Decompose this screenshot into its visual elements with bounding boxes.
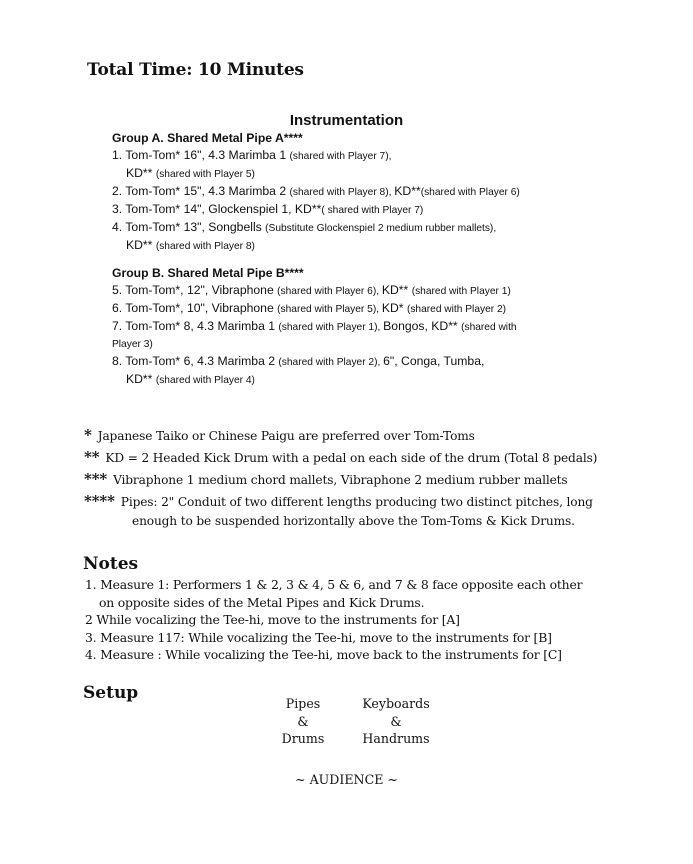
note-continuation: on opposite sides of the Metal Pipes and Kick Drums. [99, 594, 425, 610]
item-text: 1. Tom-Tom* 16", 4.3 Marimba 1 [112, 148, 290, 162]
item-note: (shared with Player 2), [278, 357, 384, 368]
setup-label: Pipes [285, 696, 321, 711]
total-time-heading: Total Time: 10 Minutes [87, 60, 304, 80]
item-text: 7. Tom-Tom* 8, 4.3 Marimba 1 [112, 319, 279, 333]
footnote-4 [84, 492, 654, 531]
group-a-item-1 [112, 147, 582, 183]
setup-pipes-drums [278, 695, 328, 748]
item-note: (shared with Player 8), [289, 187, 395, 198]
item-text: 8. Tom-Tom* 6, 4.3 Marimba 2 [112, 354, 279, 368]
group-a-section [112, 130, 582, 255]
item-note: (shared with Player 8) [155, 241, 255, 252]
item-continuation [112, 371, 582, 389]
group-b-item-7 [112, 318, 582, 353]
item-note: (shared with Player 5), [277, 304, 382, 315]
item-text: 6", Conga, Tumba, [383, 354, 485, 368]
item-note: (Substitute Glockenspiel 2 medium rubber mallets), [265, 223, 497, 234]
item-text: KD** [126, 166, 156, 180]
footnote-continuation: enough to be suspended horizontally above the Tom-Toms & Kick Drums. [132, 514, 575, 528]
item-note: (shared with Player 2) [406, 304, 507, 315]
item-text: KD* [381, 301, 407, 315]
footnotes [84, 426, 654, 531]
group-b-item-5 [112, 282, 582, 300]
item-note: (shared with Player 1) [411, 286, 511, 297]
item-note: (shared with [461, 322, 517, 333]
item-continuation: Player 3) [112, 339, 153, 350]
item-text: 4. Tom-Tom* 13", Songbells [112, 220, 266, 234]
footnote-text: Vibraphone 1 medium chord mallets, Vibraphone 2 medium rubber mallets [113, 473, 568, 487]
item-text: KD** [126, 238, 156, 252]
footnote-mark: * [84, 426, 92, 444]
note-item-4: 4. Measure : While vocalizing the Tee-hi, move back to the instruments for [C] [85, 647, 562, 662]
footnote-text: KD = 2 Headed Kick Drum with a pedal on each side of the drum (Total 8 pedals) [105, 451, 598, 465]
item-note: (shared with Player 6), [277, 286, 382, 297]
footnote-mark: *** [84, 470, 108, 488]
item-note: (shared with Player 4) [155, 375, 255, 386]
item-text: 6. Tom-Tom*, 10", Vibraphone [112, 301, 278, 315]
footnote-text: Japanese Taiko or Chinese Paigu are preferred over Tom-Toms [97, 429, 475, 443]
note-text: 1. Measure 1: Performers 1 & 2, 3 & 4, 5 & 6, and 7 & 8 face opposite each other [85, 577, 583, 592]
group-a-item-2 [112, 183, 582, 201]
item-continuation [112, 165, 582, 183]
item-text: 3. Tom-Tom* 14", Glockenspiel 1, KD** [112, 202, 322, 216]
note-item-3: 3. Measure 117: While vocalizing the Tee-hi, move to the instruments for [B] [85, 629, 552, 645]
item-note: (shared with Player 1), [278, 322, 384, 333]
item-note: (shared with Player 5) [155, 169, 255, 180]
setup-label: Keyboards [362, 696, 430, 711]
item-text: 2. Tom-Tom* 15", 4.3 Marimba 2 [112, 184, 290, 198]
item-text: Bongos, KD** [383, 319, 462, 333]
group-b-title: Group B. Shared Metal Pipe B**** [112, 266, 304, 280]
note-item-2: 2 While vocalizing the Tee-hi, move to the instruments for [A] [85, 612, 460, 627]
item-text: KD** [394, 184, 421, 198]
item-text: KD** [381, 283, 412, 297]
instrumentation-title: Instrumentation [289, 112, 404, 129]
footnote-text: Pipes: 2" Conduit of two different lengths producing two distinct pitches, long [120, 495, 593, 509]
setup-ampersand: & [297, 713, 309, 729]
notes-title: Notes [83, 554, 139, 574]
setup-ampersand: & [390, 713, 402, 729]
item-text: 5. Tom-Tom*, 12", Vibraphone [112, 283, 278, 297]
setup-title: Setup [83, 683, 139, 703]
footnote-1 [84, 426, 654, 448]
setup-label: Handrums [362, 731, 430, 746]
setup-label: Drums [281, 731, 325, 746]
setup-keyboards-handrums [356, 695, 436, 748]
item-note: ( shared with Player 7) [321, 205, 424, 216]
item-note: (shared with Player 7), [289, 151, 392, 162]
notes-list [85, 576, 645, 664]
item-note: (shared with Player 6) [420, 187, 520, 198]
note-item-1 [85, 576, 645, 611]
footnote-2 [84, 448, 654, 470]
group-b-item-8 [112, 353, 582, 389]
group-b-item-6 [112, 300, 582, 318]
item-continuation [112, 237, 582, 255]
footnote-mark: **** [84, 492, 115, 510]
footnote-mark: ** [84, 448, 100, 466]
footnote-3 [84, 470, 654, 492]
audience-label: ~ AUDIENCE ~ [295, 772, 398, 787]
group-b-section [112, 265, 582, 389]
group-a-item-3 [112, 201, 582, 219]
group-a-item-4 [112, 219, 582, 255]
item-text: KD** [126, 372, 156, 386]
group-a-title: Group A. Shared Metal Pipe A**** [112, 131, 303, 145]
